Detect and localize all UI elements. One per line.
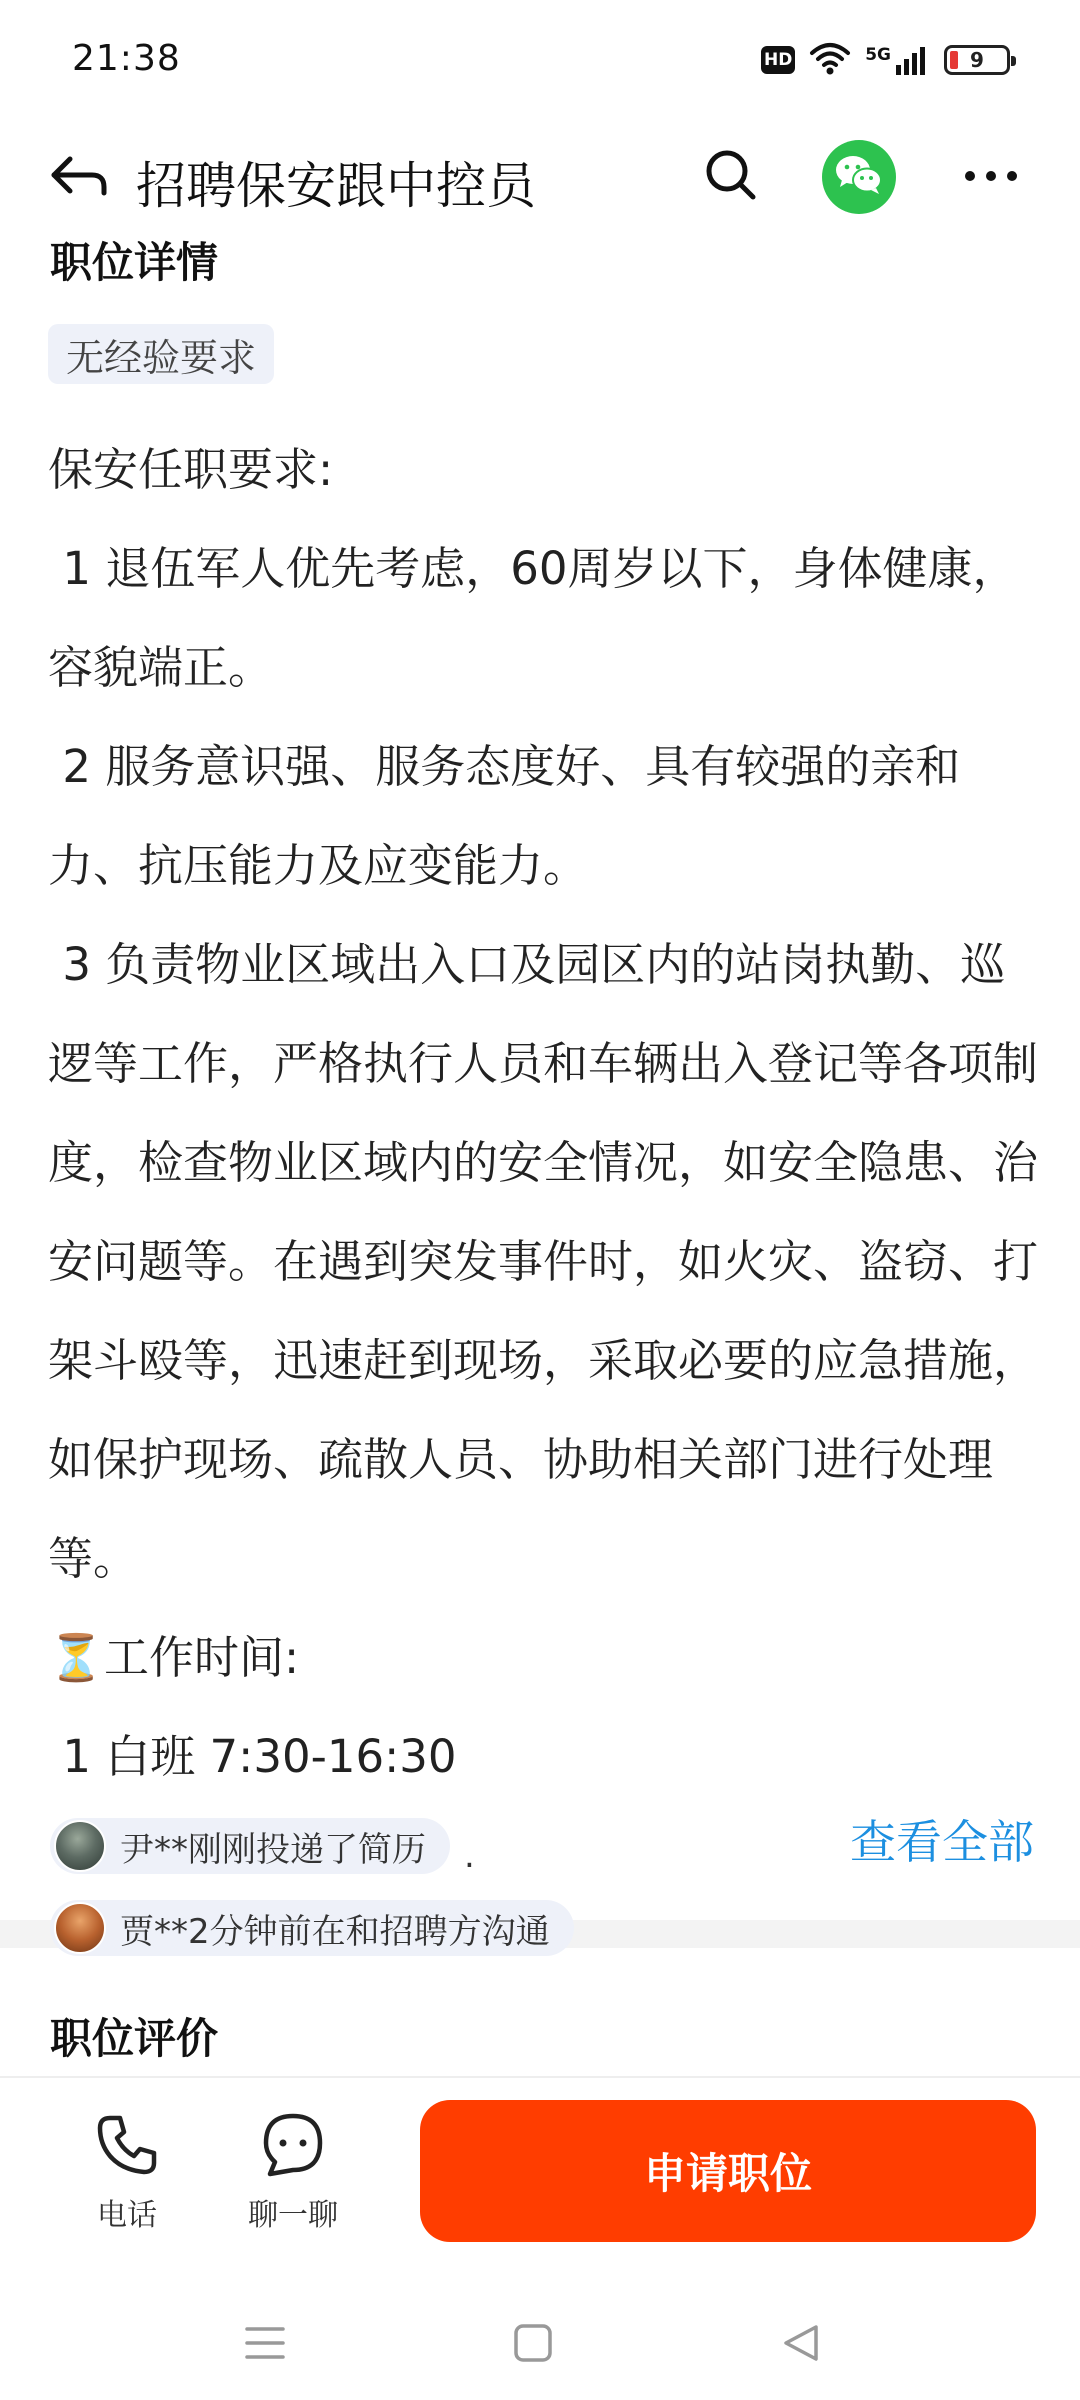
battery-fill [950,51,958,69]
more-icon [963,168,1019,187]
divider [0,2076,1080,2078]
description-paragraph: 1 白班 7:30-16:30 [48,1730,457,1783]
back-triangle-icon [780,2322,822,2368]
system-back-button[interactable] [766,2310,836,2380]
page-title: 招聘保安跟中控员 [136,157,536,215]
battery-icon [944,45,1010,75]
chat-icon [258,2110,328,2184]
description-paragraph: 2 服务意识强、服务态度好、具有较强的亲和力、抗压能力及应变能力。 [48,740,961,892]
network-type-label: 5G [865,45,891,65]
recent-apps-button[interactable] [230,2310,300,2380]
phone-button[interactable] [72,2110,182,2234]
status-icons [761,40,1010,80]
chat-button[interactable] [238,2110,348,2234]
back-button[interactable] [44,142,114,212]
description-paragraph: 3 负责物业区域出入口及园区内的站岗执勤、巡逻等工作，严格执行人员和车辆出入登记等各项制度，检查物业区域内的安全情况，如安全隐患、治安问题等。在遇到突发事件时，如火灾、盗窃、打架斗殴等，迅速赶到现场，采取必要的应急措施，如保护现场、疏散人员、协助相关部门进行处理等。 [48,938,1039,1585]
home-button[interactable] [498,2310,568,2380]
apply-button[interactable]: 申请职位 [420,2100,1036,2242]
description-paragraph: 保安任职要求: [48,443,334,496]
activity-item [50,1818,450,1874]
home-square-icon [512,2322,554,2368]
chat-label: 聊一聊 [248,2198,338,2233]
search-button[interactable] [696,142,766,212]
view-all-link[interactable]: 查看全部 [850,1815,1034,1869]
activity-dot: . [464,1836,475,1876]
status-time: 21:38 [72,38,181,79]
wechat-icon [834,153,884,201]
phone-icon [92,2110,162,2184]
description-paragraph: 1 退伍军人优先考虑，60周岁以下，身体健康，容貌端正。 [48,542,1018,694]
job-detail-heading: 职位详情 [50,238,219,287]
hd-icon: HD [761,46,795,74]
activity-item [50,1900,574,1956]
cellular-signal-icon [865,45,930,75]
activity-text: 贾**2分钟前在和招聘方沟通 [120,1911,550,1952]
battery-level: 9 [970,48,984,72]
menu-icon [243,2323,287,2367]
experience-tag: 无经验要求 [48,324,274,384]
wechat-share-button[interactable] [822,140,896,214]
wifi-icon [809,41,851,79]
phone-label: 电话 [97,2198,157,2233]
job-review-heading: 职位评价 [50,2014,219,2063]
search-icon [703,147,759,207]
avatar [54,1820,106,1872]
activity-text: 尹**刚刚投递了简历 [120,1829,426,1870]
title-bar [0,120,1080,230]
system-nav-bar [0,2280,1080,2400]
job-description [48,420,1038,1806]
status-bar [0,0,1080,120]
description-paragraph: ⏳工作时间: [48,1631,300,1684]
more-button[interactable] [956,142,1026,212]
back-arrow-icon [48,153,110,201]
avatar [54,1902,106,1954]
